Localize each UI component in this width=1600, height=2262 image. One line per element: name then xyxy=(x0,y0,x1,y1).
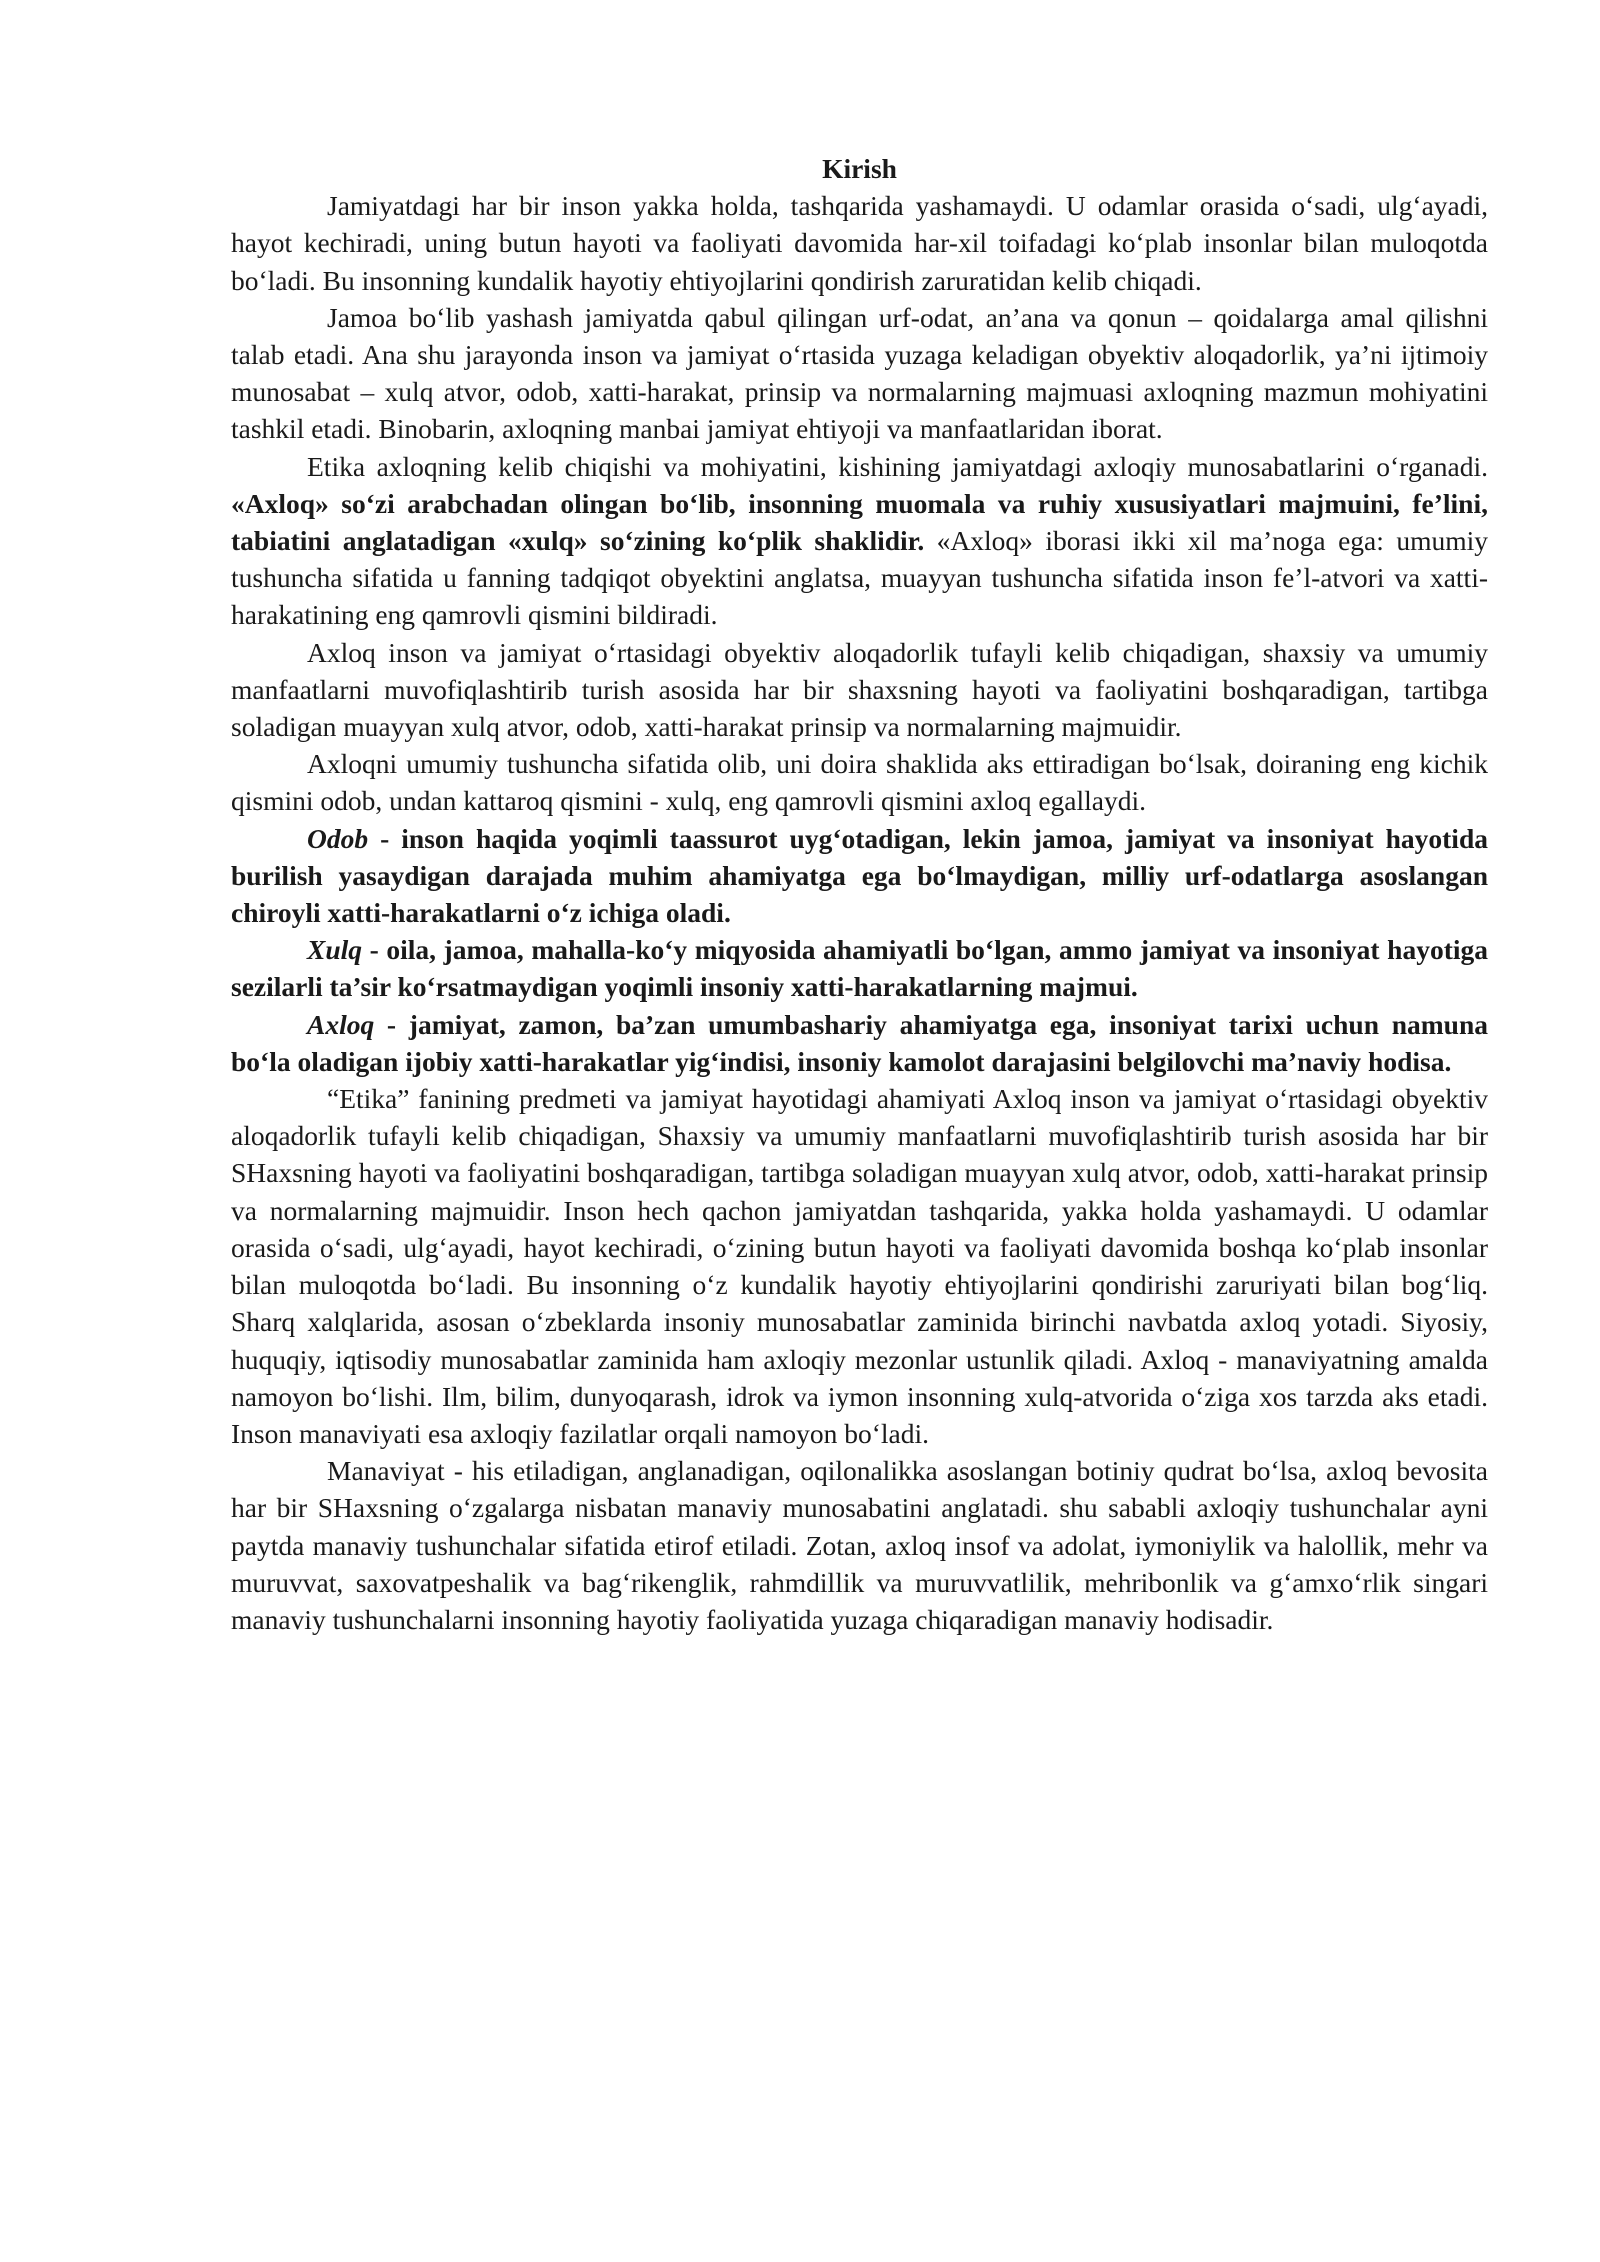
paragraph-7: Manaviyat - his etiladigan, anglanadigan, oqilonalikka asoslangan botiniy qudrat bo‘lsa, axloq bevosita har bir SHaxsning o‘zgalarga nisbatan manaviy munosabatini anglatadi. shu sababli axloqiy tushunchalar ayni paytda manaviy tushunchalar sifatida etirof etiladi. Zotan, axloq insof va adolat, iymoniylik va halollik, mehr va muruvvat, saxovatpeshalik va bag‘rikenglik, rahmdillik va muruvvatlilik, mehribonlik va g‘amxo‘rlik singari manaviy tushunchalarni insonning hayotiy faoliyatida yuzaga chiqaradigan manaviy hodisadir. xyxy=(231,1455,1488,1635)
definition-axloq-text: - jamiyat, zamon, ba’zan umumbashariy ahamiyatga ega, insoniyat tarixi uchun namuna bo‘la oladigan ijobiy xatti-harakatlar yig‘indisi, insoniy kamolot darajasini belgilovchi ma’naviy hodisa. xyxy=(231,1008,1488,1077)
term-odob: Odob xyxy=(307,822,369,854)
paragraph-3-rest: «Axloq» iborasi ikki xil ma’noga ega: umumiy tushuncha sifatida u fanning tadqiqot obyektini anglatsa, muayyan tushuncha sifatida inson fe’l-atvori va xatti-harakatining eng qamrovli qismini bildiradi. xyxy=(231,525,1488,631)
paragraph-2: Jamoa bo‘lib yashash jamiyatda qabul qilingan urf-odat, an’ana va qonun – qoidalarga amal qilishni talab etadi. Ana shu jarayonda inson va jamiyat o‘rtasida yuzaga keladigan obyektiv aloqadorlik, ya’ni ijtimoiy munosabat – xulq atvor, odob, xatti-harakat, prinsip va normalarning majmuasi axloqning mazmun mohiyatini tashkil etadi. Binobarin, axloqning manbai jamiyat ehtiyoji va manfaatlaridan iborat. xyxy=(231,301,1488,445)
document-body xyxy=(231,150,1488,1638)
paragraph-3-intro: Etika axloqning kelib chiqishi va mohiyatini, kishining jamiyatdagi axloqiy munosabatlarini o‘rganadi. xyxy=(307,450,1488,482)
definition-axloq xyxy=(231,1006,1488,1080)
definition-xulq-text: - oila, jamoa, mahalla-ko‘y miqyosida ahamiyatli bo‘lgan, ammo jamiyat va insoniyat hayotiga sezilarli ta’sir ko‘rsatmaydigan yoqimli insoniy xatti-harakatlarning majmui. xyxy=(231,934,1488,1003)
paragraph-3 xyxy=(231,448,1488,634)
paragraph-4: Axloq inson va jamiyat o‘rtasidagi obyektiv aloqadorlik tufayli kelib chiqadigan, shaxsiy va umumiy manfaatlarni muvofiqlashtirib turish asosida har bir shaxsning hayoti va faoliyatini boshqaradigan, tartibga soladigan muayyan xulq atvor, odob, xatti-harakat prinsip va normalarning majmuidir. xyxy=(231,636,1488,743)
term-xulq: Xulq xyxy=(307,934,363,966)
paragraph-6: “Etika” fanining predmeti va jamiyat hayotidagi ahamiyati Axloq inson va jamiyat o‘rtasidagi obyektiv aloqadorlik tufayli kelib chiqadigan, Shaxsiy va umumiy manfaatlarni muvofiqlashtirib turish asosida har bir SHaxsning hayoti va faoliyatini boshqaradigan, tartibga soladigan muayyan xulq atvor, odob, xatti-harakat prinsip va normalarning majmuidir. Inson hech qachon jamiyatdan tashqarida, yakka holda yashamaydi. U odamlar orasida o‘sadi, ulg‘ayadi, hayot kechiradi, o‘zining butun hayoti va faoliyati davomida boshqa ko‘plab insonlar bilan muloqotda bo‘ladi. Bu insonning o‘z kundalik hayotiy ehtiyojlarini qondirishi zaruriyati bilan bog‘liq. Sharq xalqlarida, asosan o‘zbeklarda insoniy munosabatlar zaminida birinchi navbatda axloq yotadi. Siyosiy, huquqiy, iqtisodiy munosabatlar zaminida ham axloqiy mezonlar ustunlik qiladi. Axloq - manaviyatning amalda namoyon bo‘lishi. Ilm, bilim, dunyoqarash, idrok va iymon insonning xulq-atvorida o‘ziga xos tarzda aks etadi. Inson manaviyati esa axloqiy fazilatlar orqali namoyon bo‘ladi. xyxy=(231,1083,1488,1449)
definition-odob-text: - inson haqida yoqimli taassurot uyg‘otadigan, lekin jamoa, jamiyat va insoniyat hayotida burilish yasaydigan darajada muhim ahamiyatga ega bo‘lmaydigan, milliy urf-odatlarga asoslangan chiroyli xatti-harakatlarni o‘z ichiga oladi. xyxy=(231,822,1488,929)
axloq-etymology-bold: «Axloq» so‘zi arabchadan olingan bo‘lib, insonning muomala va ruhiy xususiyatlari majmuini, fe’lini, tabiatini anglatadigan «xulq» so‘zining ko‘plik shaklidir. xyxy=(231,487,1488,557)
document-title: Kirish xyxy=(822,153,897,184)
paragraph-5: Axloqni umumiy tushuncha sifatida olib, uni doira shaklida aks ettiradigan bo‘lsak, doiraning eng kichik qismini odob, undan kattaroq qismini - xulq, eng qamrovli qismini axloq egallaydi. xyxy=(231,748,1488,817)
term-axloq: Axloq xyxy=(307,1008,375,1040)
definition-xulq xyxy=(231,931,1488,1005)
paragraph-1: Jamiyatdagi har bir inson yakka holda, tashqarida yashamaydi. U odamlar orasida o‘sadi, ulg‘ayadi, hayot kechiradi, uning butun hayoti va faoliyati davomida har-xil toifadagi ko‘plab insonlar bilan muloqotda bo‘ladi. Bu insonning kundalik hayotiy ehtiyojlarini qondirish zaruratidan kelib chiqadi. xyxy=(231,190,1488,296)
definition-odob xyxy=(231,820,1488,932)
